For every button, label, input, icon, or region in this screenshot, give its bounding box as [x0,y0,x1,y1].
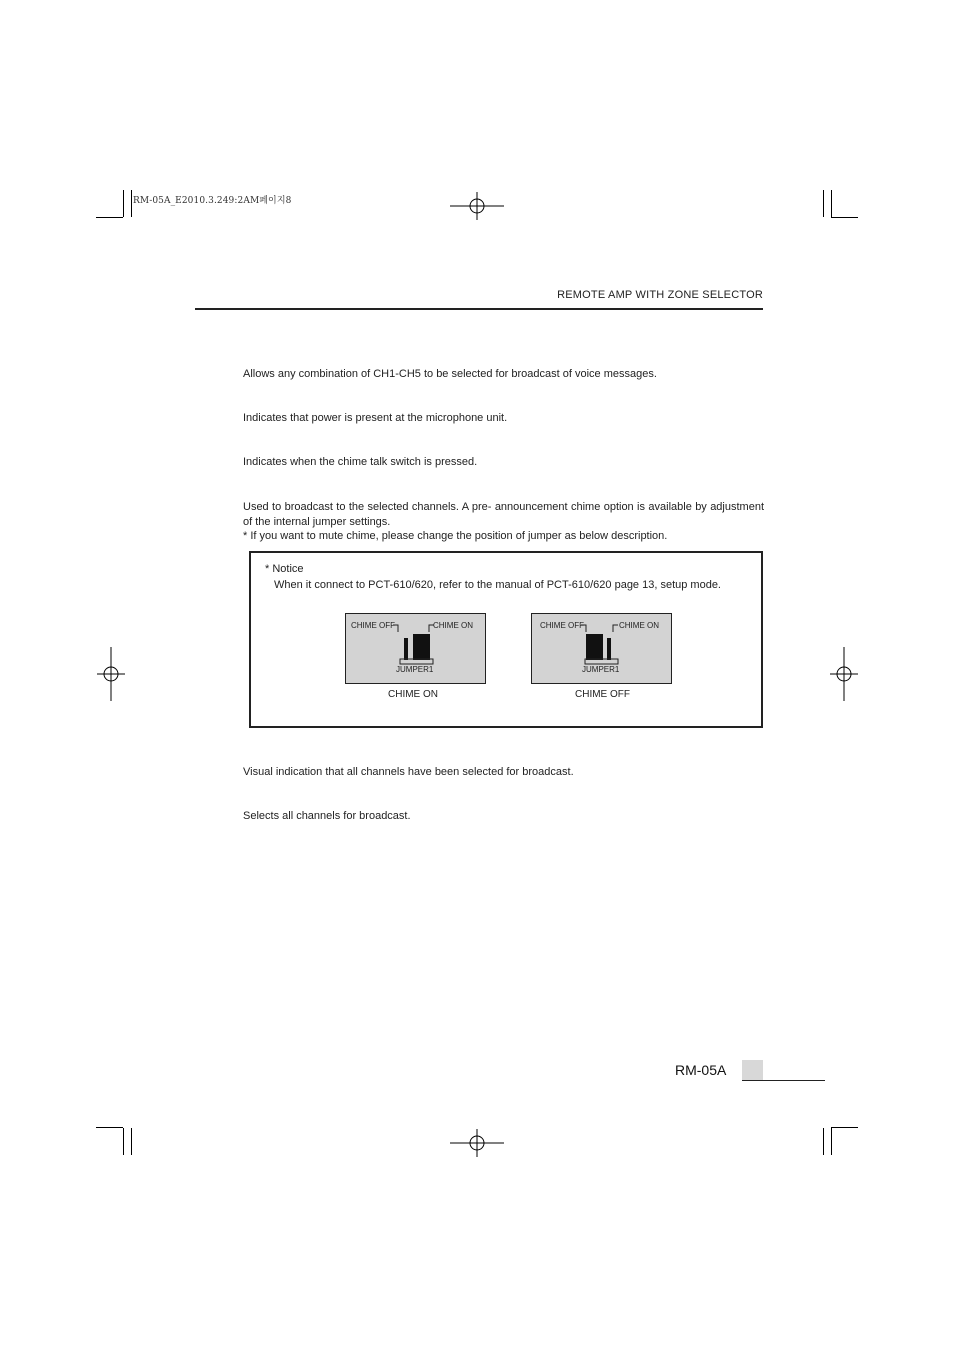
crop-mark-tr-v1 [823,190,824,217]
mute-chime-note: * If you want to mute chime, please change the position of jumper as below description. [243,530,668,542]
crop-mark-tl-v1 [123,190,124,217]
power-led-description: Indicates that power is present at the microphone unit. [243,412,508,424]
notice-box [249,551,763,728]
jumper-caption-chime-on: CHIME ON [388,689,438,700]
crop-mark-br-v2 [831,1128,832,1155]
all-call-led-description: Visual indication that all channels have been selected for broadcast. [243,766,574,778]
jumper-diagram-chime-on [345,613,486,684]
print-slug: RM-05A_E2010.3.249:2AM페이지8 [133,196,292,206]
zone-select-description: Allows any combination of CH1-CH5 to be selected for broadcast of voice messages. [243,368,657,380]
jumper-caption-chime-off: CHIME OFF [575,689,630,700]
crop-mark-br-h [831,1127,858,1128]
crop-mark-tl-h [96,217,123,218]
header-rule [195,308,763,310]
notice-title: * Notice [265,563,304,575]
crop-mark-bl-v1 [123,1128,124,1155]
chime-on-label: CHIME ON [619,621,659,630]
registration-mark-bottom [450,1129,504,1157]
talk-switch-description: Used to broadcast to the selected channels. A pre- announcement chime option is available by adjustment of the internal jumper settings. [243,501,764,528]
notice-body: When it connect to PCT-610/620, refer to the manual of PCT-610/620 page 13, setup mode. [274,579,721,591]
registration-mark-right [830,647,858,701]
chime-on-label: CHIME ON [433,621,473,630]
crop-mark-br-v1 [823,1128,824,1155]
footer-rule [742,1080,825,1081]
crop-mark-bl-h [96,1127,123,1128]
crop-mark-tl-v2 [131,190,132,217]
jumper-diagram-chime-off [531,613,672,684]
running-header: REMOTE AMP WITH ZONE SELECTOR [557,289,763,301]
crop-mark-bl-v2 [131,1128,132,1155]
registration-mark-top [450,192,504,220]
crop-mark-tr-h [831,217,858,218]
registration-mark-left [97,647,125,701]
chime-off-label: CHIME OFF [351,621,395,630]
chime-off-label: CHIME OFF [540,621,584,630]
jumper-label: JUMPER1 [396,665,434,674]
jumper-label: JUMPER1 [582,665,620,674]
page-number-box [742,1060,763,1080]
all-call-description: Selects all channels for broadcast. [243,810,411,822]
chime-led-description: Indicates when the chime talk switch is pressed. [243,456,478,468]
crop-mark-tr-v2 [831,190,832,217]
footer-model-name: RM-05A [675,1062,727,1078]
